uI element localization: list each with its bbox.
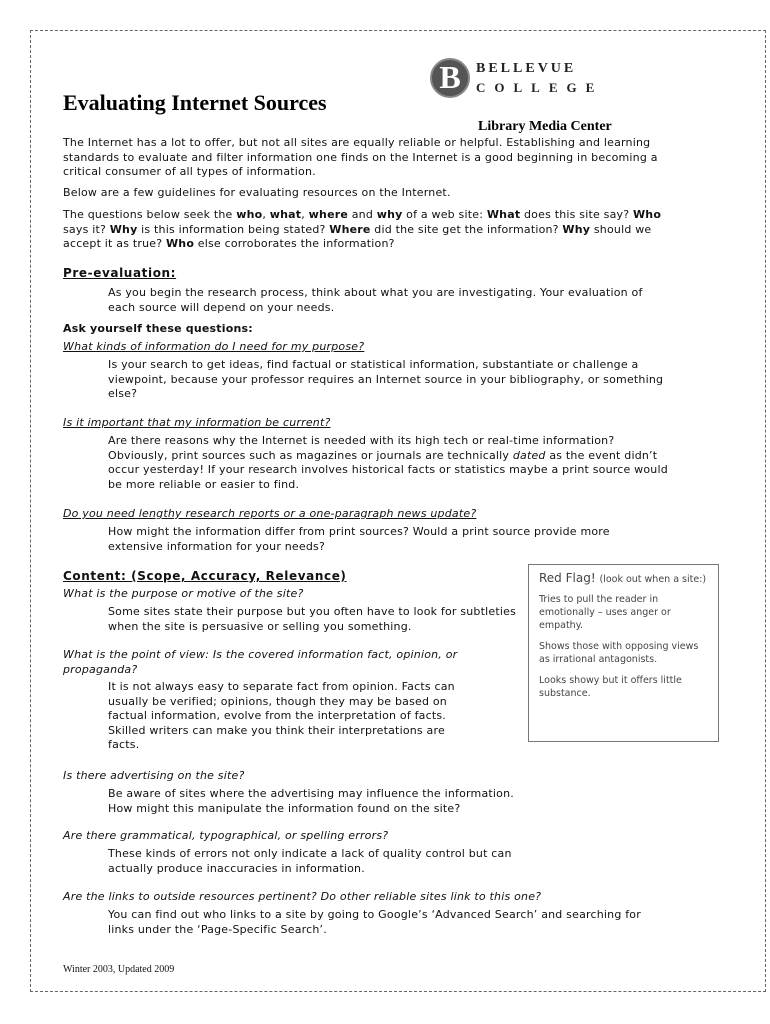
pre-question-1: What kinds of information do I need for my purpose? xyxy=(63,340,365,353)
pre-question-2: Is it important that my information be current? xyxy=(63,416,331,429)
content-question-2: What is the point of view: Is the covered information fact, opinion, or propaganda? xyxy=(63,648,458,676)
pre-evaluation-heading: Pre-evaluation: xyxy=(63,266,177,280)
content-answer-3: Be aware of sites where the advertising may influence the information. How might this manipulate the information found on the site? xyxy=(108,787,514,815)
content-question-4: Are there grammatical, typographical, or spelling errors? xyxy=(63,829,389,842)
pre-answer-3: How might the information differ from print sources? Would a print source provide more extensive information for your needs? xyxy=(108,525,610,553)
logo-line1: BELLEVUE xyxy=(476,61,577,76)
document-title: Evaluating Internet Sources xyxy=(63,90,327,115)
red-flag-box xyxy=(528,564,719,742)
ask-questions-label: Ask yourself these questions: xyxy=(63,322,253,335)
content-question-1: What is the purpose or motive of the site? xyxy=(63,587,304,600)
pre-evaluation-text: As you begin the research process, think about what you are investigating. Your evaluation of each source will depend on your needs. xyxy=(108,286,643,314)
content-question-5: Are the links to outside resources pertinent? Do other reliable sites link to this one? xyxy=(63,890,542,903)
intro-guidelines: Below are a few guidelines for evaluating resources on the Internet. xyxy=(63,186,451,199)
content-answer-1: Some sites state their purpose but you often have to look for subtleties when the site is persuasive or selling you something. xyxy=(108,605,517,633)
logo-letter: B xyxy=(439,59,461,95)
content-answer-2: It is not always easy to separate fact from opinion. Facts can usually be verified; opinions, though they may be based on factual information, evolve from the interpretation of facts. Skilled writers can make you think their interpretations are facts. xyxy=(108,680,455,751)
pre-question-3: Do you need lengthy research reports or a one-paragraph news update? xyxy=(63,507,477,520)
intro-questions: The questions below seek the who, what, where and why of a web site: What does this site say? Who says it? Why is this information being stated? Where did the site get the information? Why should we accept it as true? Who else corroborates the information? xyxy=(63,208,662,250)
red-flag-item: Shows those with opposing views as irrational antagonists. xyxy=(539,641,699,665)
content-question-3: Is there advertising on the site? xyxy=(63,769,245,782)
red-flag-item: Looks showy but it offers little substance. xyxy=(539,675,682,699)
content-answer-5: You can find out who links to a site by going to Google’s ‘Advanced Search’ and searching for links under the ‘Page-Specific Search’. xyxy=(108,908,641,936)
document-subtitle: Library Media Center xyxy=(478,119,612,134)
intro-paragraph: The Internet has a lot to offer, but not all sites are equally reliable or helpful. Establishing and learning standards to evaluate and filter information one finds on the Internet is a good beginning in becoming a critical consumer of all types of information. xyxy=(63,136,658,178)
content-heading: Content: (Scope, Accuracy, Relevance) xyxy=(63,569,347,583)
red-flag-title: Red Flag! (look out when a site:) xyxy=(539,571,707,585)
red-flag-item: Tries to pull the reader in emotionally – uses anger or empathy. xyxy=(539,594,671,631)
footer-date: Winter 2003, Updated 2009 xyxy=(63,964,175,975)
content-answer-4: These kinds of errors not only indicate a lack of quality control but can actually produce inaccuracies in information. xyxy=(108,847,512,875)
pre-answer-1: Is your search to get ideas, find factual or statistical information, substantiate or challenge a viewpoint, because your professor requires an Internet source in your bibliography, or something else? xyxy=(108,358,664,400)
pre-answer-2: Are there reasons why the Internet is needed with its high tech or real-time information? Obviously, print sources such as magazines or journals are technically dated as the event didn’t occur yesterday! If your research involves historical facts or statistics maybe a print source would be more reliable or easier to find. xyxy=(108,434,668,491)
bellevue-college-logo xyxy=(430,58,610,104)
logo-line2: COLLEGE xyxy=(476,80,604,95)
